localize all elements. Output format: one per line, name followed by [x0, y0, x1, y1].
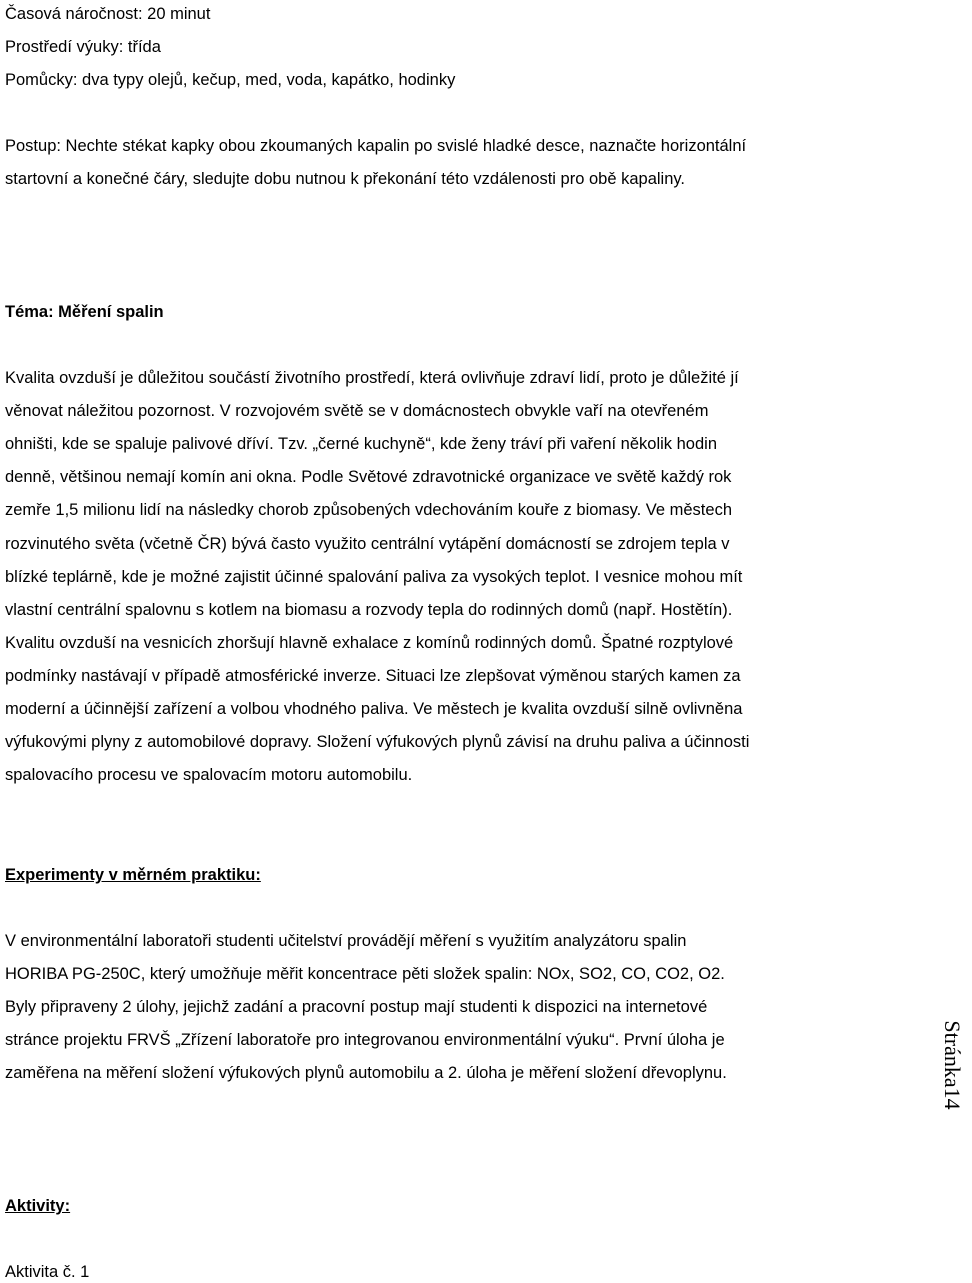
experiments-paragraph-line: zaměřena na měření složení výfukových plynů automobilu a 2. úloha je měření složení dřevoplynu. — [5, 1064, 727, 1082]
topic-heading: Téma: Měření spalin — [5, 303, 164, 321]
topic-paragraph-line: moderní a účinnější zařízení a volbou vhodného paliva. Ve městech je kvalita ovzduší silně ovlivněna — [5, 700, 743, 718]
experiments-paragraph-line: HORIBA PG-250C, který umožňuje měřit koncentrace pěti složek spalin: NOx, SO2, CO, CO2, O2. — [5, 965, 725, 983]
experiments-paragraph-line: stránce projektu FRVŠ „Zřízení laboratoře pro integrovanou environmentální výuku“. První úloha je — [5, 1031, 725, 1049]
experiments-paragraph-line: V environmentální laboratoři studenti učitelství provádějí měření s využitím analyzátoru spalin — [5, 932, 687, 950]
topic-paragraph-line: výfukovými plyny z automobilové dopravy. Složení výfukových plynů závisí na druhu paliva a účinnosti — [5, 733, 750, 751]
topic-paragraph-line: blízké teplárně, kde je možné zajistit účinné spalování paliva za vysokých teplot. I vesnice mohou mít — [5, 568, 743, 586]
topic-paragraph-line: podmínky nastávají v případě atmosférické inverze. Situaci lze zlepšovat výměnou starých kamen za — [5, 667, 741, 685]
topic-paragraph-line: denně, většinou nemají komín ani okna. Podle Světové zdravotnické organizace ve světě každý rok — [5, 468, 732, 486]
header-environment: Prostředí výuky: třída — [5, 38, 161, 56]
topic-paragraph-line: zemře 1,5 milionu lidí na následky chorob způsobených vdechováním kouře z biomasy. Ve městech — [5, 501, 732, 519]
header-tools: Pomůcky: dva typy olejů, kečup, med, voda, kapátko, hodinky — [5, 71, 456, 89]
topic-paragraph-line: Kvalita ovzduší je důležitou součástí životního prostředí, která ovlivňuje zdraví lidí, proto je důležité jí — [5, 369, 739, 387]
topic-paragraph-line: spalovacího procesu ve spalovacím motoru automobilu. — [5, 766, 413, 784]
procedure-line: Postup: Nechte stékat kapky obou zkoumaných kapalin po svislé hladké desce, naznačte horizontální — [5, 137, 747, 155]
procedure-line: startovní a konečné čáry, sledujte dobu nutnou k překonání této vzdálenosti pro obě kapaliny. — [5, 170, 685, 188]
experiments-paragraph-line: Byly připraveny 2 úlohy, jejichž zadání a pracovní postup mají studenti k dispozici na internetové — [5, 998, 708, 1016]
header-time: Časová náročnost: 20 minut — [5, 5, 211, 23]
topic-paragraph-line: vlastní centrální spalovnu s kotlem na biomasu a rozvody tepla do rodinných domů (např. Hostětín). — [5, 601, 733, 619]
topic-paragraph-line: věnovat náležitou pozornost. V rozvojovém světě se v domácnostech obvykle vaří na otevřeném — [5, 402, 709, 420]
page-number-label — [932, 1010, 972, 1120]
topic-paragraph-line: ohništi, kde se spaluje palivové dříví. Tzv. „černé kuchyně“, kde ženy tráví při vaření několik hodin — [5, 435, 717, 453]
topic-paragraph-line: Kvalitu ovzduší na vesnicích zhoršují hlavně exhalace z komínů rodinných domů. Špatné rozptylové — [5, 634, 734, 652]
page-number-text: Stránka14 — [940, 1020, 965, 1110]
activities-heading: Aktivity: — [5, 1197, 71, 1215]
experiments-heading: Experimenty v měrném praktiku: — [5, 866, 261, 884]
activity-label: Aktivita č. 1 — [5, 1263, 90, 1281]
topic-paragraph-line: rozvinutého světa (včetně ČR) bývá často využito centrální vytápění domácností se zdrojem tepla v — [5, 535, 730, 553]
